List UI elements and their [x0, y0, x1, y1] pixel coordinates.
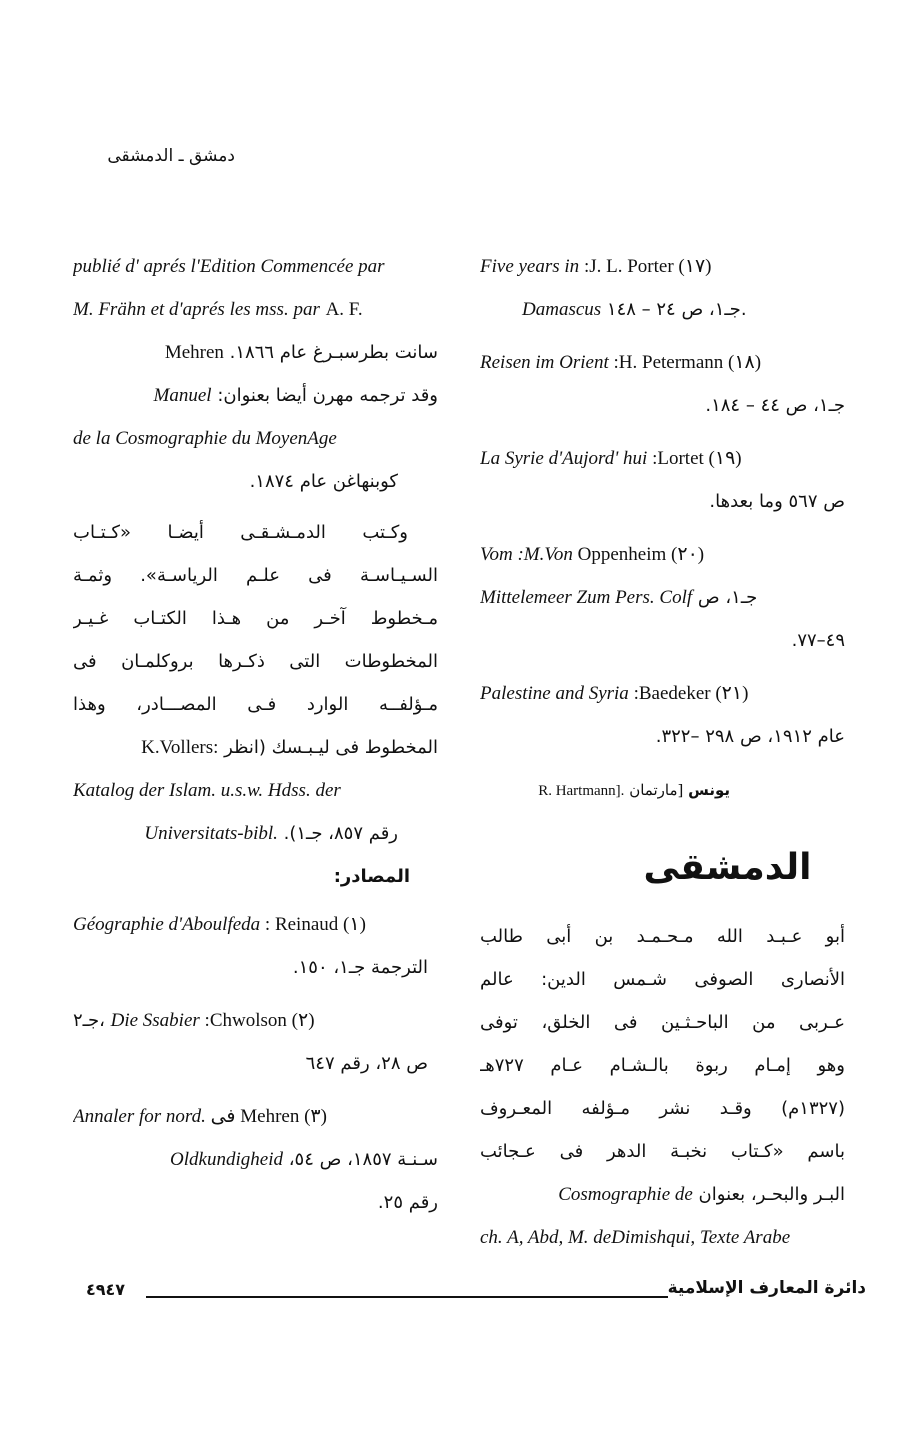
paragraph-line: وكـتب الدمـشـقـى أيضـا «كـتـاب	[73, 522, 408, 543]
reference-detail: ص ٥٦٧ وما بعدها.	[709, 491, 845, 512]
paragraph-line: مـخطوط آخـر من هـذا الكتـاب غـيـر	[73, 608, 438, 629]
reference-detail: عام ١٩١٢، ص ٢٩٨ –٣٢٢.	[655, 726, 845, 747]
paragraph-line	[73, 812, 438, 855]
continuation-line: de la Cosmographie du MoyenAge	[73, 428, 337, 449]
reference-line	[480, 245, 845, 288]
reference-title: Reisen im Orient	[480, 352, 609, 373]
continuation-latin: Manuel	[153, 385, 212, 406]
left-column	[73, 245, 438, 1234]
paragraph-line: عـربى من الباحـثـين فى الخلق، توفى	[480, 1012, 845, 1033]
reference-detail: جـ١، ص ٤٤ – ١٨٤.	[705, 395, 845, 416]
paragraph-line: باسم «كـتاب نخبـة الدهر فى عـجائب	[480, 1141, 845, 1162]
paragraph-latin: Universitats-bibl.	[144, 823, 278, 844]
running-title: دمشق ـ الدمشقى	[107, 146, 235, 166]
continuation-latin: M. Frähn et d'aprés les mss. par	[73, 299, 320, 320]
reference-detail: جـ١، ص	[692, 587, 758, 608]
paragraph-line	[480, 1173, 845, 1216]
reference-line	[480, 672, 845, 715]
source-line	[73, 999, 438, 1042]
continuation-initials: A. F.	[325, 299, 363, 320]
reference-author: :Lortet (١٩)	[647, 448, 742, 469]
paragraph-line: السـيـاسـة فى علـم الرياسـة». وثمـة	[73, 565, 438, 586]
author-signature	[480, 770, 845, 811]
paragraph-line: وهو إمـام ربوة بالـشـام عـام ٧٢٧هـ	[480, 1055, 845, 1076]
left-paragraph	[73, 511, 438, 855]
continuation-line	[73, 288, 438, 331]
source-title: Die Ssabier	[110, 1010, 200, 1031]
page-footer	[86, 1278, 866, 1308]
reference-19	[480, 437, 845, 523]
entry-paragraph	[480, 915, 845, 1259]
reference-line	[480, 533, 845, 576]
reference-line	[480, 576, 845, 619]
source-title: Oldkundigheid	[170, 1149, 283, 1170]
reference-title: Vom :M.Von	[480, 544, 573, 565]
footer-publication-title: دائرة المعارف الإسلامية	[667, 1278, 866, 1298]
source-detail: رقم ٢٥.	[377, 1192, 438, 1213]
paragraph-line	[73, 726, 438, 769]
paragraph-text: المخطوط فى ليـبـسك (انظر	[224, 737, 438, 758]
source-2	[73, 999, 438, 1085]
right-column	[480, 245, 845, 1259]
source-1	[73, 903, 438, 989]
author-name-bracket: [مارتمان	[629, 781, 684, 799]
reference-line	[480, 288, 845, 331]
source-author: :Chwolson (٢)	[199, 1010, 315, 1031]
sources-heading: المصادر:	[333, 866, 410, 887]
reference-title: Damascus	[522, 299, 602, 320]
reference-detail: جـ١، ص ٢٤ – ١٤٨.	[601, 299, 747, 320]
source-line	[73, 903, 438, 946]
source-detail: جـ٢،	[73, 1010, 111, 1031]
paragraph-text: رقم ٨٥٧، جـ١).	[283, 823, 398, 844]
reference-title: Five years in	[480, 256, 580, 277]
source-title: Annaler for nord.	[73, 1106, 206, 1127]
continuation-arabic: سانت بطرسبـرغ عام ١٨٦٦.	[229, 342, 438, 363]
author-name-arabic: يونس	[688, 781, 730, 799]
source-author: : Reinaud (١)	[260, 914, 366, 935]
reference-17	[480, 245, 845, 331]
paragraph-line: أبو عـبـد الله مـحـمـد بن أبى طالب	[480, 926, 845, 947]
source-line	[73, 1095, 438, 1138]
paragraph-latin: K.Vollers:	[141, 737, 219, 758]
paragraph-line: المخطوطات التى ذكـرها بروكلمـان فى	[73, 651, 438, 672]
source-3	[73, 1095, 438, 1224]
reference-20	[480, 533, 845, 662]
reference-title: Palestine and Syria	[480, 683, 629, 704]
paragraph-latin: Cosmographie de	[558, 1184, 693, 1205]
continuation-arabic: وقد ترجمه مهرن أيضا بعنوان:	[217, 385, 438, 406]
reference-title: La Syrie d'Aujord' hui	[480, 448, 648, 469]
reference-title: Mittelemeer Zum Pers. Colf	[480, 587, 693, 608]
page-number: ٤٩٤٧	[86, 1280, 126, 1299]
source-author: فى Mehren (٣)	[205, 1106, 327, 1127]
paragraph-line: ch. A, Abd, M. deDimishqui, Texte Arabe	[480, 1227, 791, 1248]
reference-author: :H. Petermann (١٨)	[608, 352, 762, 373]
entry-title: الدمشقى	[643, 847, 812, 888]
reference-author: :Baedeker (٢١)	[628, 683, 749, 704]
paragraph-line: (١٣٢٧م) وقـد نشر مـؤلفه المعـروف	[480, 1098, 845, 1119]
continuation-line: publié d' aprés l'Edition Commencée par	[73, 256, 385, 277]
continuation-line	[73, 374, 438, 417]
reference-line	[480, 341, 845, 384]
reference-18	[480, 341, 845, 427]
reference-author: :J. L. Porter (١٧)	[579, 256, 712, 277]
paragraph-line: Katalog der Islam. u.s.w. Hdss. der	[73, 780, 341, 801]
continuation-line: كوبنهاغن عام ١٨٧٤.	[249, 471, 398, 492]
paragraph-text: البـر والبحـر، بعنوان	[698, 1184, 845, 1205]
continuation-latin: Mehren	[164, 342, 224, 363]
paragraph-line: مـؤلفــه الوارد فـى المصـــادر، وهذا	[73, 694, 438, 715]
continuation-line	[73, 331, 438, 374]
source-detail: الترجمة جـ١، ١٥٠.	[292, 957, 428, 978]
reference-line	[480, 437, 845, 480]
reference-detail: ٤٩–٧٧.	[791, 630, 845, 651]
source-line	[73, 1138, 438, 1181]
reference-author: Oppenheim (٢٠)	[572, 544, 705, 565]
source-title: Géographie d'Aboulfeda	[73, 914, 261, 935]
paragraph-line: الأنصارى الصوفى شـمس الدين: عالم	[480, 969, 845, 990]
author-name-latin: R. Hartmann].	[538, 783, 625, 799]
reference-21	[480, 672, 845, 758]
footer-divider	[146, 1296, 668, 1298]
source-detail: ص ٢٨، رقم ٦٤٧	[305, 1053, 428, 1074]
source-detail: سـنـة ١٨٥٧، ص ٥٤،	[288, 1149, 438, 1170]
